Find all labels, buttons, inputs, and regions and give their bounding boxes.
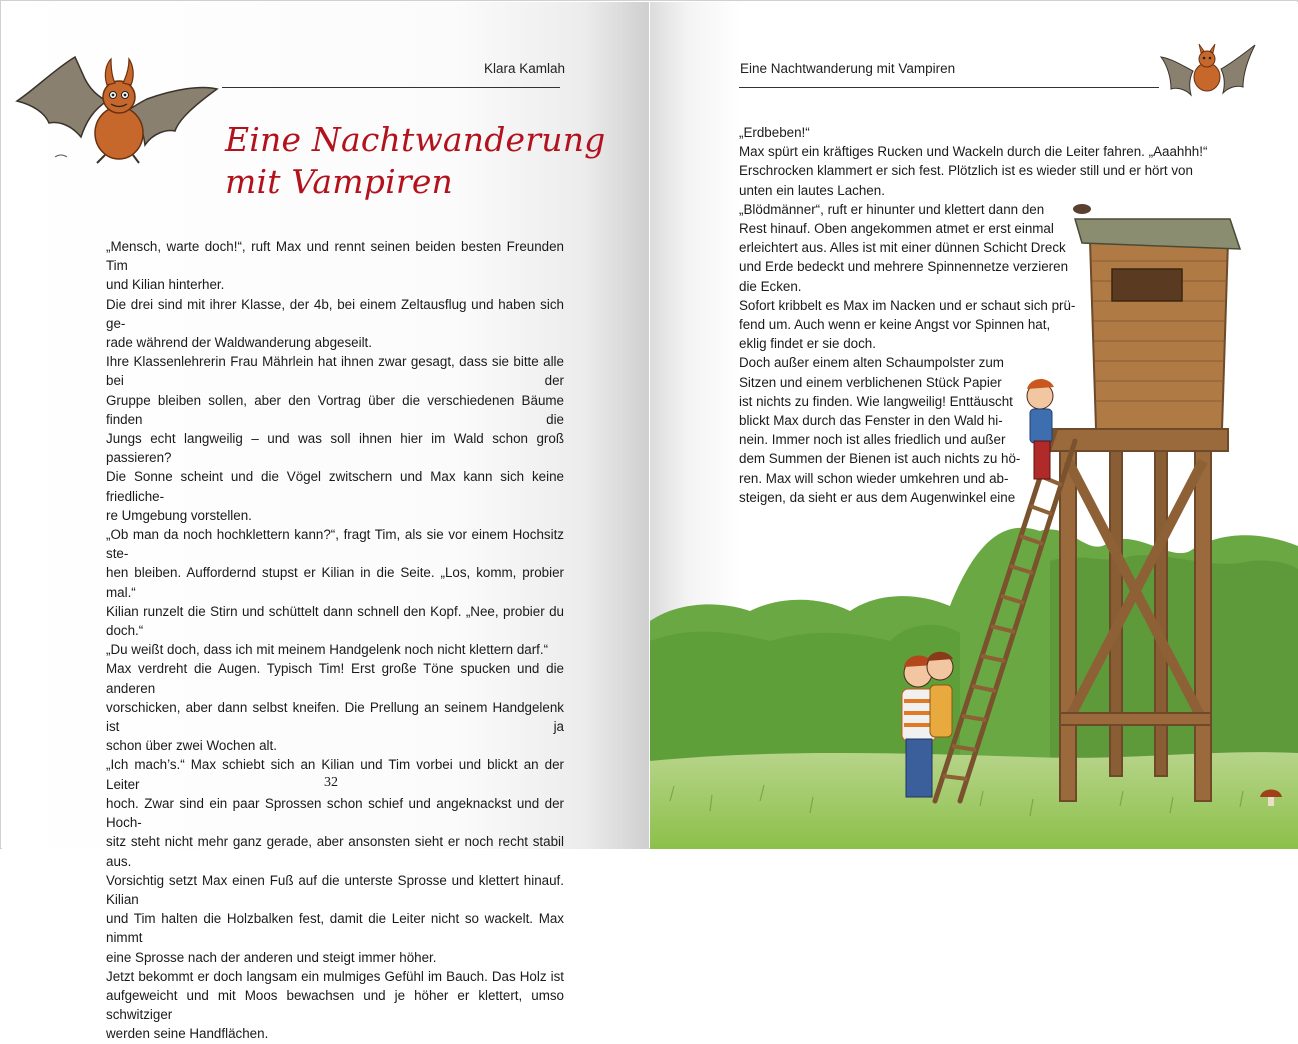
- text-line: Jungs echt langweilig – und was soll ihnen hier im Wald schon groß passieren?: [106, 431, 564, 466]
- header-rule-right: [739, 87, 1159, 88]
- text-line: re Umgebung vorstellen.: [106, 507, 252, 523]
- right-page-body: [739, 123, 1207, 507]
- text-line: ist nichts zu finden. Wie langweilig! Enttäuscht: [739, 393, 1013, 409]
- text-line: aufgeweicht und mit Moos bewachsen und je höher er klettert, umso schwitziger: [106, 987, 564, 1023]
- text-line: fend um. Auch wenn er keine Angst vor Spinnen hat,: [739, 317, 1051, 333]
- text-line: hoch. Zwar sind ein paar Sprossen schon schief und angeknackst und der Hoch-: [106, 795, 564, 831]
- text-line: schon über zwei Wochen alt.: [106, 738, 277, 754]
- text-line: und Erde bedeckt und mehrere Spinnennetze verzieren: [739, 259, 1069, 275]
- text-line: erleichtert aus. Alles ist mit einer dünnen Schicht Dreck: [739, 240, 1066, 256]
- text-line: Jetzt bekommt er doch langsam ein mulmiges Gefühl im Bauch. Das Holz ist: [106, 968, 564, 984]
- text-line: nein. Immer noch ist alles friedlich und außer: [739, 432, 1006, 448]
- text-line: und Kilian hinterher.: [106, 277, 225, 293]
- text-line: sitz steht nicht mehr ganz gerade, aber ansonsten sieht er noch recht stabil aus.: [106, 834, 564, 869]
- text-line: Max verdreht die Augen. Typisch Tim! Erst große Töne spucken und die anderen: [106, 661, 564, 696]
- header-rule-left: [222, 87, 560, 88]
- text-line: Doch außer einem alten Schaumpolster zum: [739, 355, 1004, 371]
- text-line: Sitzen und einem verblichenen Stück Papier: [739, 374, 1002, 390]
- text-line: Erschrocken klammert er sich fest. Plötzlich ist es wieder still und er hört von: [739, 163, 1193, 179]
- text-line: ren. Max will schon wieder umkehren und ab-: [739, 470, 1009, 486]
- text-line: eine Sprosse nach der anderen und steigt immer höher.: [106, 949, 437, 965]
- text-line: steigen, da sieht er aus dem Augenwinkel eine: [739, 489, 1016, 505]
- running-head-author: Klara Kamlah: [484, 61, 566, 76]
- text-line: Kilian runzelt die Stirn und schüttelt dann schnell den Kopf. „Nee, probier du: [106, 603, 564, 619]
- text-line: Vorsichtig setzt Max einen Fuß auf die unterste Sprosse und klettert hinauf. Kilian: [106, 872, 564, 907]
- chapter-title-line-2: mit Vampiren: [225, 162, 454, 201]
- page-number: 32: [324, 775, 338, 790]
- text-line: Die drei sind mit ihrer Klasse, der 4b, bei einem Zeltausflug und haben sich ge-: [106, 296, 564, 331]
- text-line: hen bleiben. Auffordernd stupst er Kilian in die Seite. „Los, komm, probier mal.“: [106, 565, 564, 600]
- text-line: dem Summen der Bienen ist auch nichts zu hö-: [739, 451, 1021, 467]
- text-line: „Mensch, warte doch!“, ruft Max und rennt seinen beiden besten Freunden Tim: [106, 239, 564, 274]
- text-line: „Du weißt doch, dass ich mit meinem Handgelenk noch nicht klettern darf.“: [106, 642, 549, 658]
- text-line: Rest hinauf. Oben angekommen atmet er erst einmal: [739, 221, 1054, 237]
- text-line: Max spürt ein kräftiges Rucken und Wackeln durch die Leiter fahren. „Aaahhh!“: [739, 144, 1208, 160]
- text-line: werden seine Handflächen.: [106, 1026, 269, 1042]
- text-line: Die Sonne scheint und die Vögel zwitschern und Max kann sich keine friedliche-: [106, 469, 564, 504]
- text-line: „Blödmänner“, ruft er hinunter und klettert dann den: [739, 201, 1045, 217]
- text-line: blickt Max durch das Fenster in den Wald hi-: [739, 413, 1003, 429]
- text-line: unten ein lautes Lachen.: [739, 182, 885, 198]
- bat-illustration-left: [15, 49, 219, 169]
- chapter-title-line-1: Eine Nachtwanderung: [225, 120, 606, 159]
- left-page-body: [106, 237, 564, 1044]
- bat-illustration-right: [1159, 41, 1257, 101]
- text-line: „Ich mach’s.“ Max schiebt sich an Kilian und Tim vorbei und blickt an der Leiter: [106, 757, 564, 792]
- text-line: eklig findet er sie doch.: [739, 336, 876, 352]
- text-line: die Ecken.: [739, 278, 802, 294]
- text-line: Gruppe bleiben sollen, aber den Vortrag über die verschiedenen Bäume finden die: [106, 392, 564, 427]
- running-head-title: Eine Nachtwanderung mit Vampiren: [740, 61, 956, 76]
- text-line: Ihre Klassenlehrerin Frau Mährlein hat ihnen zwar gesagt, dass sie bitte alle bei der: [106, 354, 564, 389]
- text-line: vorschicken, aber dann selbst kneifen. Die Prellung an seinem Handgelenk ist ja: [106, 699, 564, 735]
- text-line: rade während der Waldwanderung abgeseilt.: [106, 335, 372, 351]
- text-line: „Erdbeben!“: [739, 125, 810, 140]
- text-line: und Tim halten die Holzbalken fest, damit die Leiter nicht so wackelt. Max nimmt: [106, 911, 564, 946]
- text-line: doch.“: [106, 623, 144, 639]
- text-line: Sofort kribbelt es Max im Nacken und er schaut sich prü-: [739, 297, 1076, 313]
- text-line: „Ob man da noch hochklettern kann?“, fragt Tim, als sie vor einem Hochsitz ste-: [106, 527, 564, 562]
- chapter-title: [225, 119, 606, 203]
